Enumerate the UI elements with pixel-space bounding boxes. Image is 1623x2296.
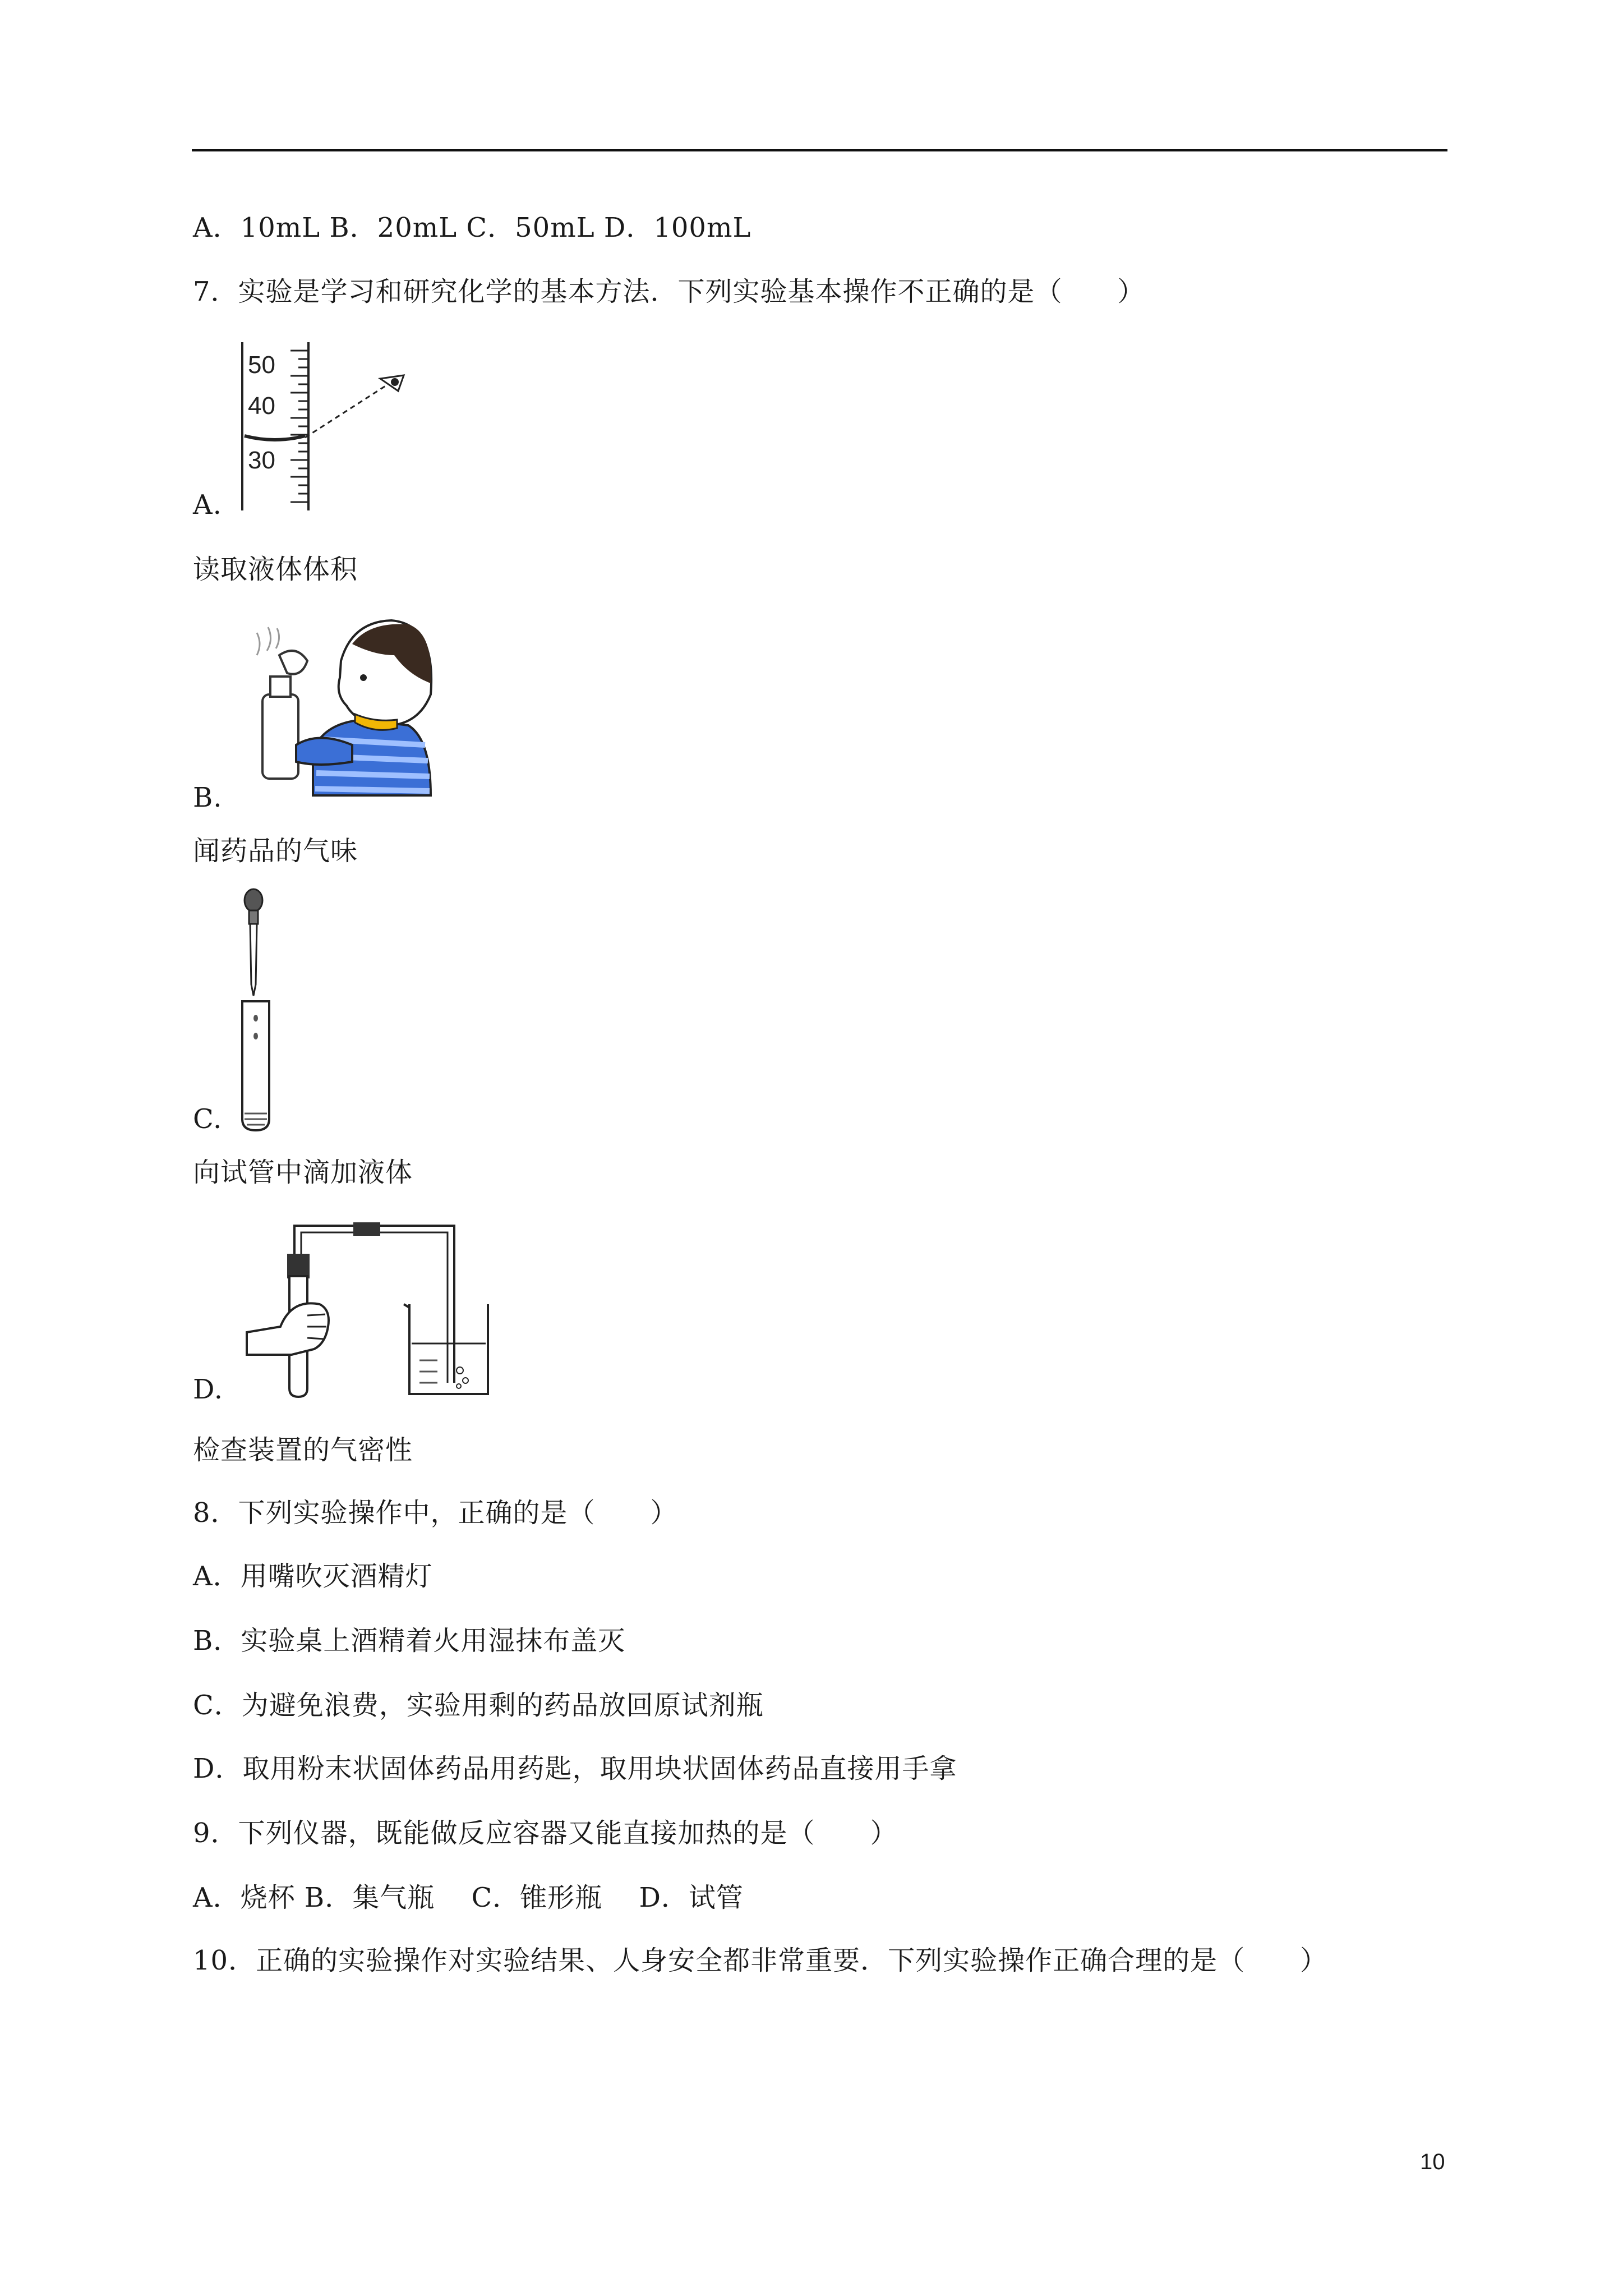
- q9-options: A．烧杯 B．集气瓶 C．锥形瓶 D．试管: [193, 1882, 744, 1913]
- q7-option-c-caption: 向试管中滴加液体: [193, 1157, 413, 1188]
- q8-option-d: D．取用粉末状固体药品用药匙，取用块状固体药品直接用手拿: [193, 1753, 957, 1784]
- figure-smelling-chemical: [240, 610, 442, 801]
- tick-label-50: 50: [248, 351, 275, 379]
- q8-option-c: C．为避免浪费，实验用剩的药品放回原试剂瓶: [193, 1690, 764, 1721]
- page-number: 10: [1420, 2150, 1445, 2174]
- figure-airtightness-check: [241, 1214, 499, 1405]
- q7-stem: 7．实验是学习和研究化学的基本方法．下列实验基本操作不正确的是（ ）: [193, 276, 1145, 307]
- q7-option-c-letter: C.: [193, 1103, 223, 1135]
- q8-option-a: A．用嘴吹灭酒精灯: [193, 1561, 433, 1592]
- q8-stem: 8．下列实验操作中，正确的是（ ）: [193, 1497, 678, 1529]
- figure-graduated-cylinder: [236, 339, 415, 516]
- q7-option-a-caption: 读取液体体积: [193, 554, 358, 585]
- figure-dropper-test-tube: [236, 884, 292, 1136]
- hand-icon: [247, 1303, 329, 1355]
- q7-option-a-letter: A.: [193, 489, 222, 521]
- q7-option-b-letter: B.: [193, 782, 223, 813]
- q10-stem: 10．正确的实验操作对实验结果、人身安全都非常重要．下列实验操作正确合理的是（ ）: [193, 1945, 1328, 1976]
- tick-label-30: 30: [248, 447, 275, 474]
- eye-icon: [380, 375, 404, 391]
- q6-options: A．10mL B．20mL C．50mL D．100mL: [193, 212, 751, 243]
- q9-stem: 9．下列仪器，既能做反应容器又能直接加热的是（ ）: [193, 1818, 898, 1849]
- header-rule: [192, 149, 1447, 151]
- tick-label-40: 40: [248, 392, 275, 420]
- q7-option-d-letter: D.: [193, 1374, 224, 1405]
- q7-option-d-caption: 检查装置的气密性: [193, 1434, 413, 1466]
- q8-option-b: B．实验桌上酒精着火用湿抹布盖灭: [193, 1625, 626, 1657]
- q7-option-b-caption: 闻药品的气味: [193, 835, 358, 867]
